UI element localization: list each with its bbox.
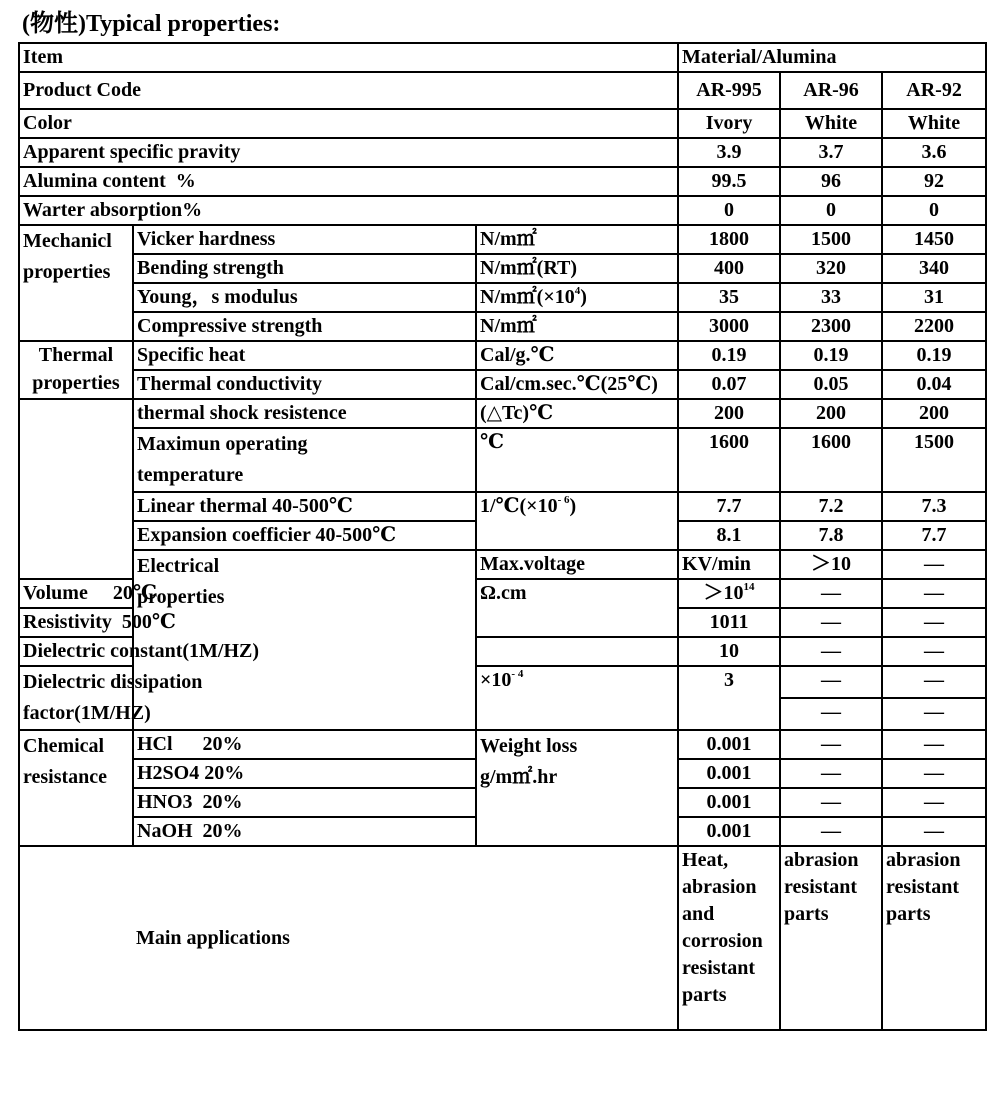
property-label: Vicker hardness (133, 225, 476, 254)
value-cell: 200 (678, 399, 780, 428)
table-row (19, 43, 986, 72)
table-row (19, 730, 986, 759)
property-label: Volume 20℃ (19, 579, 133, 608)
application-line: resistant (784, 876, 857, 898)
property-label: Compressive strength (133, 312, 476, 341)
value-cell: 1600 (678, 428, 780, 492)
value-cell: — (780, 666, 882, 698)
value-cell: 2200 (882, 312, 986, 341)
unit-cell: N/m㎡(RT) (476, 254, 678, 283)
application-line: abrasion (682, 876, 757, 898)
value-cell: — (882, 698, 986, 730)
unit-text: ×10 (480, 669, 512, 691)
product-code-cell: AR-92 (882, 72, 986, 109)
value-cell: 92 (882, 167, 986, 196)
property-label: Expansion coefficier 40-500℃ (133, 521, 476, 550)
properties-table (18, 42, 987, 1031)
unit-cell: Cal/g.℃ (476, 341, 678, 370)
application-line: Heat, (682, 849, 729, 871)
table-row (19, 312, 986, 341)
unit-cell: N/m㎡ (476, 312, 678, 341)
property-label: Dielectric constant(1M/HZ) (19, 637, 133, 666)
row-label: Alumina content % (19, 167, 678, 196)
application-cell (780, 846, 882, 1030)
unit-text: ) (580, 286, 587, 308)
value-cell: 200 (882, 399, 986, 428)
value-cell: — (780, 637, 882, 666)
unit-cell: Ω.cm (476, 579, 678, 637)
property-label: thermal shock resistence (133, 399, 476, 428)
value-cell: 7.3 (882, 492, 986, 521)
row-label: Apparent specific pravity (19, 138, 678, 167)
unit-cell: Cal/cm.sec.℃(25℃) (476, 370, 678, 399)
unit-exponent: 4 (574, 285, 581, 297)
property-label: NaOH 20% (133, 817, 476, 846)
value-cell: 1600 (780, 428, 882, 492)
table-row (19, 283, 986, 312)
value-cell: 3000 (678, 312, 780, 341)
property-label: Specific heat (133, 341, 476, 370)
value-cell: White (882, 109, 986, 138)
table-row (19, 225, 986, 254)
table-row (19, 72, 986, 109)
property-label-line: Dielectric dissipation (23, 671, 203, 693)
group-label-chemical (19, 730, 133, 846)
applications-label: Main applications (133, 846, 678, 1030)
group-label-line: properties (23, 261, 111, 283)
unit-exponent: - 4 (511, 668, 524, 680)
table-row (19, 138, 986, 167)
page-title: (物性)Typical properties: (22, 11, 281, 37)
value-cell: 400 (678, 254, 780, 283)
unit-text: N/m㎡(×10 (480, 286, 575, 308)
property-label: H2SO4 20% (133, 759, 476, 788)
application-line: corrosion (682, 930, 763, 952)
value-cell: 0.05 (780, 370, 882, 399)
item-header: Item (19, 43, 678, 72)
value-cell: 2300 (780, 312, 882, 341)
unit-cell (476, 730, 678, 846)
table-row (19, 637, 986, 666)
value-cell: 0.19 (882, 341, 986, 370)
group-label-blank (19, 399, 133, 579)
application-line: resistant (886, 876, 959, 898)
value-cell: 0 (780, 196, 882, 225)
property-label: Bending strength (133, 254, 476, 283)
value-cell: — (780, 608, 882, 637)
value-cell: 1500 (882, 428, 986, 492)
material-header: Material/Alumina (678, 43, 986, 72)
unit-cell: ℃ (476, 428, 678, 492)
value-cell: — (780, 817, 882, 846)
product-code-cell: AR-995 (678, 72, 780, 109)
unit-exponent: - 6 (557, 494, 570, 506)
group-label-line: properties (137, 586, 225, 608)
value-cell: — (882, 817, 986, 846)
group-label-line: Chemical (23, 735, 105, 757)
unit-cell: KV/min (678, 550, 780, 579)
unit-cell (476, 283, 678, 312)
group-label-thermal: properties (19, 370, 133, 399)
value-cell: 33 (780, 283, 882, 312)
table-row (19, 399, 986, 428)
value-cell: — (882, 730, 986, 759)
value-cell: Ivory (678, 109, 780, 138)
value-cell: 0.001 (678, 759, 780, 788)
value-cell: 340 (882, 254, 986, 283)
value-cell: 0 (678, 196, 780, 225)
property-label-line: factor(1M/HZ) (23, 702, 151, 724)
application-cell (882, 846, 986, 1030)
value-cell: 0.07 (678, 370, 780, 399)
table-row (19, 254, 986, 283)
property-label-line: Maximun operating (137, 433, 308, 455)
value-cell: 3.9 (678, 138, 780, 167)
value-cell: 0 (882, 196, 986, 225)
property-label: Linear thermal 40-500℃ (133, 492, 476, 521)
application-line: parts (784, 903, 829, 925)
group-label-thermal: Thermal (19, 341, 133, 370)
table-row (19, 846, 986, 1030)
value-cell: 3.6 (882, 138, 986, 167)
value-cell: 3.7 (780, 138, 882, 167)
unit-cell (476, 492, 678, 550)
value-cell: 7.2 (780, 492, 882, 521)
product-code-cell: AR-96 (780, 72, 882, 109)
value-cell: 1500 (780, 225, 882, 254)
value-cell: 320 (780, 254, 882, 283)
group-label-line: Electrical (137, 555, 220, 577)
value-cell: 96 (780, 167, 882, 196)
value-cell: ＞10 (780, 550, 882, 579)
value-cell: 0.19 (780, 341, 882, 370)
table-row (19, 428, 986, 492)
unit-cell: N/m㎡ (476, 225, 678, 254)
group-label-mechanical (19, 225, 133, 341)
value-cell: — (882, 579, 986, 608)
value-cell: — (780, 788, 882, 817)
application-line: abrasion (886, 849, 961, 871)
unit-cell (476, 666, 678, 730)
table-row (19, 492, 986, 521)
applications-spacer (19, 846, 133, 1030)
value-cell: — (780, 698, 882, 730)
application-line: parts (682, 984, 727, 1006)
value-cell: 0.001 (678, 788, 780, 817)
application-line: resistant (682, 957, 755, 979)
table-row (19, 341, 986, 370)
value-cell: 1800 (678, 225, 780, 254)
property-label: Resistivity 500℃ (19, 608, 133, 637)
row-label: Color (19, 109, 678, 138)
unit-text: 1/℃(×10 (480, 495, 558, 517)
unit-cell: (△Tc)℃ (476, 399, 678, 428)
property-label (19, 666, 203, 730)
value-text: ＞10 (703, 582, 744, 604)
unit-line: g/m㎡.hr (480, 766, 558, 788)
unit-text: ) (569, 495, 577, 517)
value-cell: 3 (678, 666, 780, 730)
product-code-label: Product Code (19, 72, 678, 109)
value-exponent: 14 (743, 581, 755, 593)
value-cell: — (780, 759, 882, 788)
value-cell (678, 579, 780, 608)
value-cell: 31 (882, 283, 986, 312)
value-cell: — (882, 759, 986, 788)
value-cell: — (882, 788, 986, 817)
value-cell: 0.001 (678, 817, 780, 846)
application-line: parts (886, 903, 931, 925)
value-cell: White (780, 109, 882, 138)
unit-cell-empty (476, 637, 678, 666)
value-cell: 99.5 (678, 167, 780, 196)
table-row (19, 109, 986, 138)
property-label-line: temperature (137, 464, 244, 486)
table-row (19, 196, 986, 225)
property-label: Max.voltage (476, 550, 678, 579)
row-label: Warter absorption% (19, 196, 678, 225)
application-line: and (682, 903, 715, 925)
value-cell: 0.19 (678, 341, 780, 370)
value-cell: 35 (678, 283, 780, 312)
value-cell: — (882, 666, 986, 698)
table-row (19, 370, 986, 399)
property-label: Young，s modulus (133, 283, 476, 312)
value-cell: — (882, 550, 986, 579)
value-cell: 8.1 (678, 521, 780, 550)
group-label-line: Mechanicl (23, 230, 112, 252)
value-cell: 1011 (678, 608, 780, 637)
value-cell: 0.001 (678, 730, 780, 759)
property-label: HCl 20% (133, 730, 476, 759)
value-cell: 10 (678, 637, 780, 666)
property-label (133, 428, 476, 492)
table-row (19, 550, 986, 579)
table-row (19, 167, 986, 196)
value-cell: 1450 (882, 225, 986, 254)
value-cell: 0.04 (882, 370, 986, 399)
value-cell: 200 (780, 399, 882, 428)
value-cell: — (780, 730, 882, 759)
property-label: HNO3 20% (133, 788, 476, 817)
application-line: abrasion (784, 849, 859, 871)
value-cell: — (882, 608, 986, 637)
property-label: Thermal conductivity (133, 370, 476, 399)
unit-line: Weight loss (480, 735, 578, 757)
value-cell: — (882, 637, 986, 666)
value-cell: 7.7 (882, 521, 986, 550)
value-cell: — (780, 579, 882, 608)
application-cell (678, 846, 780, 1030)
value-cell: 7.7 (678, 492, 780, 521)
group-label-line: resistance (23, 766, 108, 788)
value-cell: 7.8 (780, 521, 882, 550)
